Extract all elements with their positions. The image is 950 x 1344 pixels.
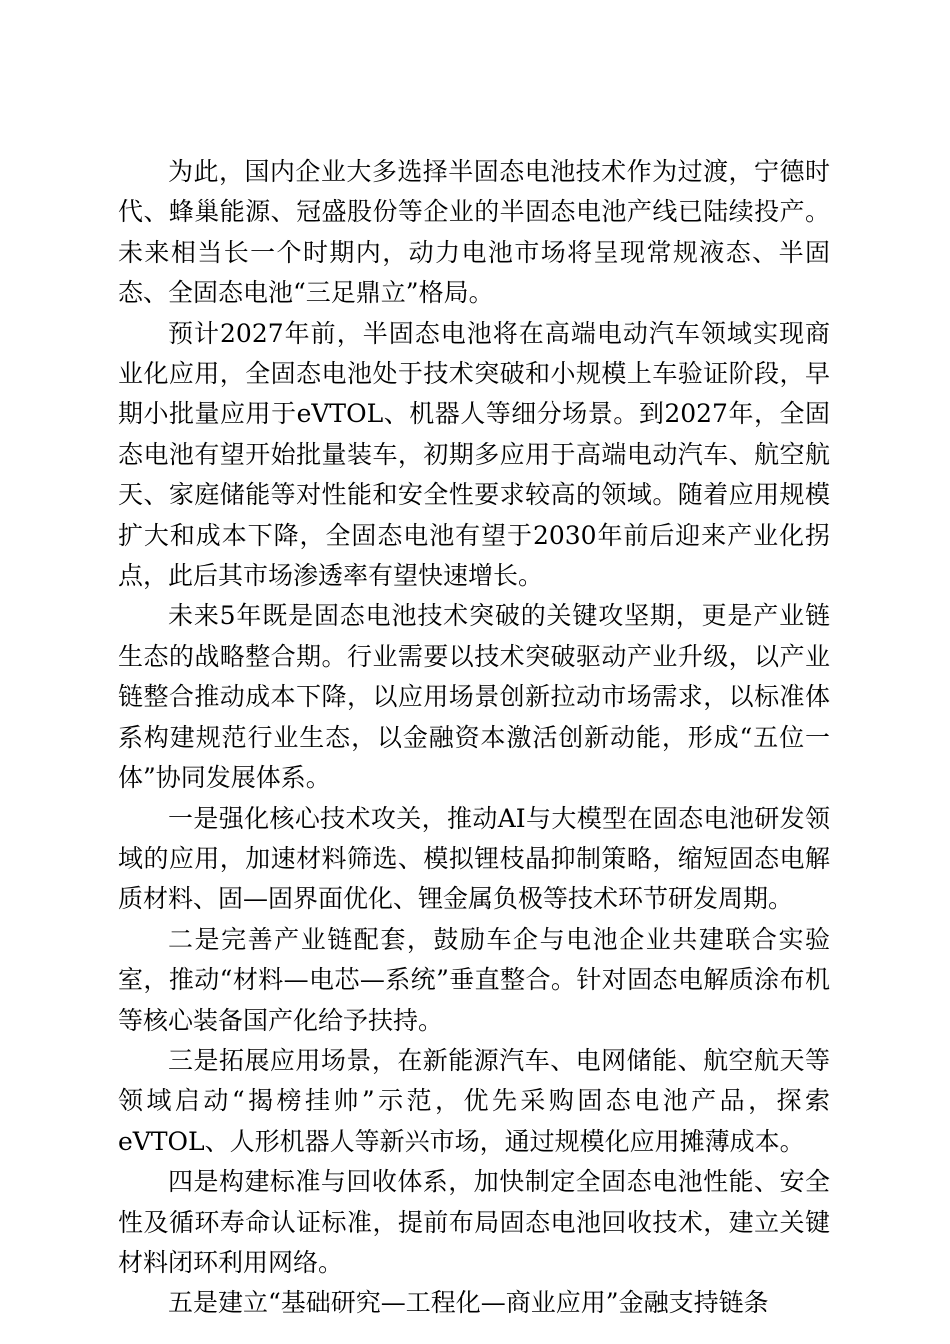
paragraph-7: 四是构建标准与回收体系，加快制定全固态电池性能、安全性及循环寿命认证标准，提前布局固态电池回收技术，建立关键材料闭环利用网络。: [118, 1167, 830, 1277]
paragraph-1: 为此，国内企业大多选择半固态电池技术作为过渡，宁德时代、蜂巢能源、冠盛股份等企业的半固态电池产线已陆续投产。未来相当长一个时期内，动力电池市场将呈现常规液态、半固态、全固态电池“三足鼎立”格局。: [118, 157, 830, 308]
paragraph-6: 三是拓展应用场景，在新能源汽车、电网储能、航空航天等领域启动“揭榜挂帅”示范，优先采购固态电池产品，探索eVTOL、人形机器人等新兴市场，通过规模化应用摊薄成本。: [118, 1045, 830, 1156]
paragraph-3: 未来5年既是固态电池技术突破的关键攻坚期，更是产业链生态的战略整合期。行业需要以技术突破驱动产业升级，以产业链整合推动成本下降，以应用场景创新拉动市场需求，以标准体系构建规范行业生态，以金融资本激活创新动能，形成“五位一体”协同发展体系。: [118, 601, 830, 793]
paragraph-5: 二是完善产业链配套，鼓励车企与电池企业共建联合实验室，推动“材料—电芯—系统”垂直整合。针对固态电解质涂布机等核心装备国产化给予扶持。: [118, 924, 830, 1035]
paragraph-2: 预计2027年前，半固态电池将在高端电动汽车领域实现商业化应用，全固态电池处于技术突破和小规模上车验证阶段，早期小批量应用于eVTOL、机器人等细分场景。到2027年，全固态电池有望开始批量装车，初期多应用于高端电动汽车、航空航天、家庭储能等对性能和安全性要求较高的领域。随着应用规模扩大和成本下降，全固态电池有望于2030年前后迎来产业化拐点，此后其市场渗透率有望快速增长。: [118, 318, 830, 591]
paragraph-8: 五是建立“基础研究—工程化—商业应用”金融支持链条: [168, 1288, 769, 1318]
paragraph-4: 一是强化核心技术攻关，推动AI与大模型在固态电池研发领域的应用，加速材料筛选、模拟锂枝晶抑制策略，缩短固态电解质材料、固—固界面优化、锂金属负极等技术环节研发周期。: [118, 803, 830, 914]
document-body: [118, 152, 830, 1324]
